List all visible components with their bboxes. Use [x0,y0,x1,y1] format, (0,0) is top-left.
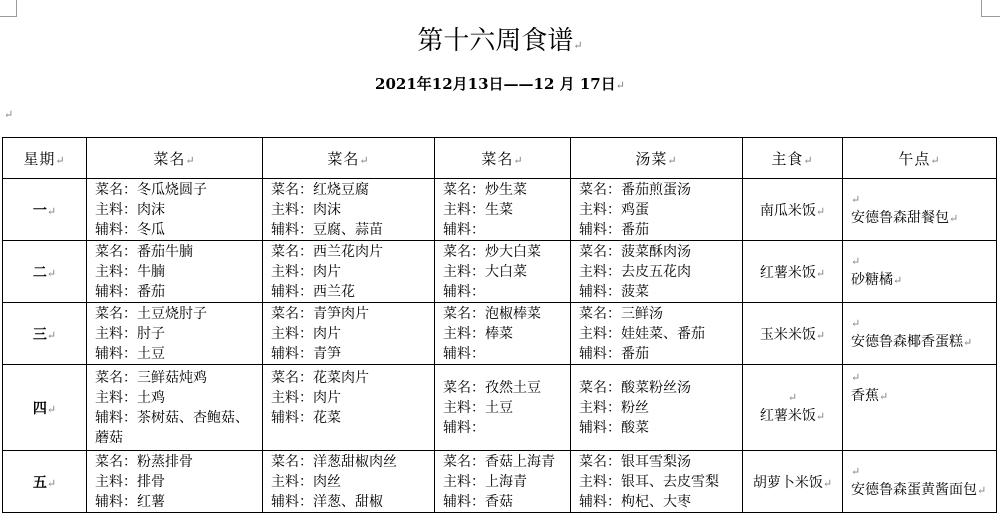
header-row [3,138,997,179]
soup-cell [571,451,743,513]
dish-cell [87,365,263,451]
dish-name: 菜名：番茄煎蛋汤 [579,182,691,198]
side-ingredient: 辅料： [443,346,485,362]
side-ingredient: 辅料：青笋 [271,346,341,362]
weekday-cell: 五↵ [3,451,87,513]
side-ingredient: 辅料：酸菜 [579,420,649,436]
header-staple: 主食↵ [743,138,843,179]
dish-name: 菜名：三鲜菇炖鸡 [95,370,207,386]
side-ingredient: 辅料： [443,222,485,238]
main-ingredient: 主料：肉沫 [95,202,165,218]
main-ingredient: 主料：牛腩 [95,264,165,280]
header-weekday: 星期↵ [3,138,87,179]
side-ingredient: 辅料：冬瓜 [95,222,165,238]
snack-cell: ↵ 安德鲁森蛋黄酱面包↵ [843,451,997,513]
snack-cell: ↵ 香蕉↵ [843,365,997,451]
dish-name: 菜名：番茄牛腩 [95,244,193,260]
main-ingredient: 主料：大白菜 [443,264,527,280]
main-ingredient: 主料：肉丝 [271,474,341,490]
snack-cell: ↵ 安德鲁森椰香蛋糕↵ [843,303,997,365]
header-dish-2: 菜名↵ [263,138,435,179]
side-ingredient: 辅料：番茄 [579,222,649,238]
header-dish-3: 菜名↵ [435,138,571,179]
paragraph-mark: ↵ [4,108,14,121]
main-ingredient: 主料：上海青 [443,474,527,490]
main-ingredient: 主料：肉沫 [271,202,341,218]
dish-cell [87,179,263,241]
page-corner-top-left [0,0,17,17]
dish-name: 菜名：银耳雪梨汤 [579,454,691,470]
snack-cell: ↵ 砂糖橘↵ [843,241,997,303]
snack-cell: ↵ 安德鲁森甜餐包↵ [843,179,997,241]
staple-cell: 南瓜米饭↵ [743,179,843,241]
side-ingredient: 辅料： [443,420,485,436]
header-soup: 汤菜↵ [571,138,743,179]
side-ingredient: 辅料：菠菜 [579,284,649,300]
table-row [3,365,997,451]
side-ingredient: 辅料：土豆 [95,346,165,362]
dish-cell [87,241,263,303]
dish-name: 菜名：香菇上海青 [443,454,555,470]
table-row [3,179,997,241]
dish-name: 菜名：菠菜酥肉汤 [579,244,691,260]
table-row [3,451,997,513]
side-ingredient: 辅料：番茄 [579,346,649,362]
dish-name: 菜名：酸菜粉丝汤 [579,380,691,396]
dish-name: 菜名：炒大白菜 [443,244,541,260]
side-ingredient: 辅料：花菜 [271,410,341,426]
main-ingredient: 主料：银耳、去皮雪梨 [579,474,719,490]
dish-cell [263,451,435,513]
dish-name: 菜名：粉蒸排骨 [95,454,193,470]
main-ingredient: 主料：生菜 [443,202,513,218]
header-snack: 午点↵ [843,138,997,179]
soup-cell [571,365,743,451]
dish-cell [263,179,435,241]
weekday-cell: 四↵ [3,365,87,451]
staple-cell: ↵ 红薯米饭↵ [743,365,843,451]
main-ingredient: 主料：鸡蛋 [579,202,649,218]
soup-cell [571,241,743,303]
side-ingredient: 辅料：香菇 [443,494,513,510]
main-ingredient: 主料：去皮五花肉 [579,264,691,280]
dish-name: 菜名：三鲜汤 [579,306,663,322]
dish-cell [435,179,571,241]
main-ingredient: 主料：肘子 [95,326,165,342]
side-ingredient: 辅料： [443,284,485,300]
weekday-cell: 二↵ [3,241,87,303]
page-corner-top-right [981,0,1000,17]
dish-name: 菜名：花菜肉片 [271,370,369,386]
table-row [3,303,997,365]
dish-cell [87,451,263,513]
soup-cell [571,303,743,365]
main-ingredient: 主料：娃娃菜、番茄 [579,326,705,342]
dish-name: 菜名：泡椒棒菜 [443,306,541,322]
main-ingredient: 主料：土豆 [443,400,513,416]
main-ingredient: 主料：土鸡 [95,390,165,406]
main-ingredient: 主料：肉片 [271,390,341,406]
dish-cell [435,241,571,303]
side-ingredient-continued: 蘑菇 [95,430,123,446]
dish-cell [435,451,571,513]
side-ingredient: 辅料：茶树菇、杏鲍菇、 [95,410,249,426]
side-ingredient: 辅料：洋葱、甜椒 [271,494,383,510]
side-ingredient: 辅料：枸杞、大枣 [579,494,691,510]
weekday-cell: 三↵ [3,303,87,365]
dish-name: 菜名：孜然土豆 [443,380,541,396]
main-ingredient: 主料：粉丝 [579,400,649,416]
dish-name: 菜名：土豆烧肘子 [95,306,207,322]
dish-name: 菜名：西兰花肉片 [271,244,383,260]
soup-cell [571,179,743,241]
dish-name: 菜名：冬瓜烧圆子 [95,182,207,198]
header-dish-1: 菜名↵ [87,138,263,179]
staple-cell: 胡萝卜米饭↵ [743,451,843,513]
dish-name: 菜名：红烧豆腐 [271,182,369,198]
main-ingredient: 主料：肉片 [271,264,341,280]
dish-cell [263,241,435,303]
document-title: 第十六周食谱↵ [417,26,583,56]
side-ingredient: 辅料：红薯 [95,494,165,510]
table-row [3,241,997,303]
side-ingredient: 辅料：番茄 [95,284,165,300]
dish-cell [435,303,571,365]
menu-table [2,137,997,513]
dish-cell [263,365,435,451]
staple-cell: 玉米米饭↵ [743,303,843,365]
dish-name: 菜名：青笋肉片 [271,306,369,322]
main-ingredient: 主料：排骨 [95,474,165,490]
dish-cell [435,365,571,451]
dish-cell [263,303,435,365]
staple-cell: 红薯米饭↵ [743,241,843,303]
date-range: 2021年12月13日——12 月 17日↵ [375,75,625,93]
side-ingredient: 辅料：豆腐、蒜苗 [271,222,383,238]
main-ingredient: 主料：棒菜 [443,326,513,342]
dish-name: 菜名：洋葱甜椒肉丝 [271,454,397,470]
dish-name: 菜名：炒生菜 [443,182,527,198]
weekday-cell: 一↵ [3,179,87,241]
side-ingredient: 辅料：西兰花 [271,284,355,300]
dish-cell [87,303,263,365]
main-ingredient: 主料：肉片 [271,326,341,342]
